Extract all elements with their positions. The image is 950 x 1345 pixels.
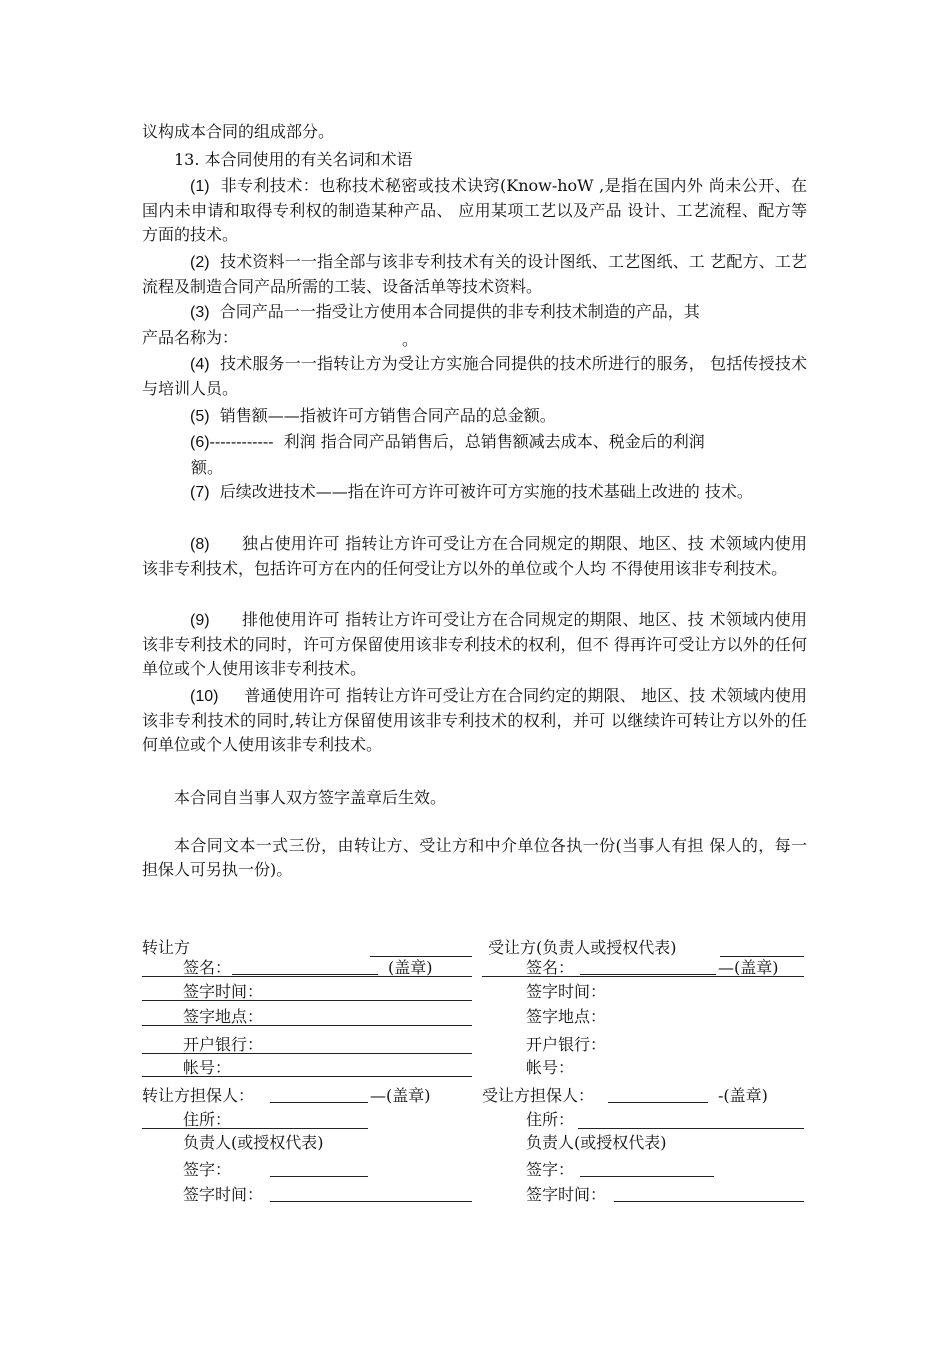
term-6-tail: 额。: [191, 458, 224, 477]
term-3: [142, 300, 807, 325]
transferor-sign-place-field[interactable]: [142, 1025, 472, 1026]
transferor-guarantor-sign-time-field[interactable]: [270, 1201, 472, 1202]
term-8-number: (8): [190, 536, 210, 553]
transferor-sign-field[interactable]: [232, 974, 378, 975]
term-3-product-name-end: 。: [402, 330, 419, 349]
transferee-guarantor-sign-time-label: 签字时间：: [526, 1185, 607, 1204]
term-2-number: (2): [190, 254, 210, 271]
transferor-bank-field[interactable]: [142, 1053, 472, 1054]
transferee-guarantor-address-field[interactable]: [578, 1128, 804, 1129]
term-6: [142, 430, 807, 455]
term-7: [142, 480, 807, 505]
term-8-text: 独占使用许可 指转让方许可受让方在合同规定的期限、地区、技 术领域内使用该非专利技术，包括许可方在内的任何受让方以外的单位或个人均 不得使用该非专利技术。: [142, 534, 807, 578]
term-5-number: (5): [190, 408, 210, 425]
transferor-sign-place-label: 签字地点：: [183, 1007, 264, 1026]
term-5: [142, 404, 807, 429]
transferor-sign-time-field[interactable]: [142, 1000, 472, 1001]
term-6-text: 利润 指合同产品销售后，总销售额减去成本、税金后的利润: [283, 432, 705, 451]
transferee-sign-place-label: 签字地点：: [526, 1007, 607, 1026]
transferee-account-label: 帐号：: [526, 1058, 575, 1077]
term-2-text: 技术资料一一指全部与该非专利技术有关的设计图纸、工艺图纸、工 艺配方、工艺流程及制造合同产品所需的工装、设备活单等技术资料。: [142, 252, 807, 296]
transferee-blank[interactable]: [720, 956, 804, 957]
transferee-guarantor-address-label: 住所：: [526, 1110, 575, 1129]
transferor-guarantor-label: 转让方担保人：: [142, 1086, 255, 1105]
term-7-number: (7): [190, 484, 210, 501]
term-1-number: (1): [190, 178, 210, 195]
transferor-guarantor-field[interactable]: [270, 1102, 368, 1103]
transferor-guarantor-sign-field[interactable]: [270, 1176, 368, 1177]
transferor-label: 转让方: [142, 938, 191, 957]
term-3-number: (3): [190, 304, 210, 321]
transferor-guarantor-address-label: 住所：: [183, 1110, 232, 1129]
intro-tail: 议构成本合同的组成部分。: [142, 122, 335, 141]
transferor-guarantor-seal: —(盖章): [370, 1086, 431, 1105]
term-9-number: (9): [190, 612, 210, 629]
transferee-seal: —(盖章): [718, 958, 779, 977]
transferee-guarantor-seal: -(盖章): [718, 1086, 768, 1105]
transferee-guarantor-label: 受让方担保人：: [482, 1086, 595, 1105]
term-5-text: 销售额——指被许可方销售合同产品的总金额。: [219, 406, 556, 425]
transferee-guarantor-sign-time-field[interactable]: [614, 1201, 804, 1202]
transferor-guarantor-sign-time-label: 签字时间：: [183, 1185, 264, 1204]
transferor-guarantor-sign-label: 签字：: [183, 1160, 232, 1179]
transferor-guarantor-address-field[interactable]: [142, 1128, 368, 1129]
transferor-guarantor-rep-label: 负责人(或授权代表): [183, 1133, 324, 1152]
term-2: [142, 250, 807, 299]
transferee-sign-label: 签名：: [526, 958, 575, 977]
term-3-product-name-label: 产品名称为：: [142, 328, 239, 347]
copies-clause: 本合同文本一式三份，由转让方、受让方和中介单位各执一份(当事人有担 保人的，每一担保人可另执一份)。: [142, 836, 807, 879]
transferee-sign-time-label: 签字时间：: [526, 982, 607, 1001]
transferee-sign-field[interactable]: [580, 974, 716, 975]
transferor-bank-label: 开户银行：: [183, 1035, 264, 1054]
term-4-text: 技术服务一一指转让方为受让方实施合同提供的技术所进行的服务， 包括传授技术与培训人员。: [142, 354, 807, 398]
term-6-number: (6)------------: [190, 434, 274, 451]
transferee-bank-label: 开户银行：: [526, 1035, 607, 1054]
transferee-guarantor-field[interactable]: [608, 1102, 708, 1103]
term-9: [142, 608, 807, 681]
term-4: [142, 352, 807, 401]
term-3-text: 合同产品一一指受让方使用本合同提供的非专利技术制造的产品，其: [219, 302, 700, 321]
transferee-guarantor-sign-label: 签字：: [526, 1160, 575, 1179]
term-4-number: (4): [190, 356, 210, 373]
transferor-blank[interactable]: [370, 956, 472, 957]
term-10-text: 普通使用许可 指转让方许可受让方在合同约定的期限、 地区、技 术领域内使用该非专利技术的同时,转让方保留使用该非专利技术的权利，并可 以继续许可转让方以外的任何单位或个人使用该非专利技术。: [142, 686, 807, 754]
term-1-text: 非专利技术：也称技术秘密或技术诀窍(Know-hoW ,是指在国内外 尚未公开、在国内未申请和取得专利权的制造某种产品、 应用某项工艺以及产品 设计、工艺流程、配方等方面的技术。: [142, 176, 807, 244]
transferor-sign-time-label: 签字时间：: [183, 982, 264, 1001]
transferor-sign-label: 签名：: [183, 958, 232, 977]
effective-clause: 本合同自当事人双方签字盖章后生效。: [174, 788, 447, 807]
term-7-text: 后续改进技术——指在许可方许可被许可方实施的技术基础上改进的 技术。: [219, 482, 753, 501]
transferor-seal: (盖章): [388, 958, 433, 977]
term-9-text: 排他使用许可 指转让方许可受让方在合同规定的期限、地区、技 术领域内使用该非专利技术的同时，许可方保留使用该非专利技术的权利，但不 得再许可受让方以外的任何单位或个人使用该非专利技术。: [142, 610, 807, 678]
term-10: [142, 684, 807, 757]
term-1: [142, 174, 807, 247]
term-10-number: (10): [190, 688, 219, 705]
transferor-account-label: 帐号：: [183, 1058, 232, 1077]
transferee-guarantor-sign-field[interactable]: [580, 1176, 714, 1177]
section-13-title: 13. 本合同使用的有关名词和术语: [174, 150, 413, 169]
transferee-label: 受让方(负责人或授权代表): [488, 938, 677, 957]
transferee-guarantor-rep-label: 负责人(或授权代表): [526, 1133, 667, 1152]
term-8: [142, 532, 807, 581]
transferor-account-field[interactable]: [142, 1076, 472, 1077]
